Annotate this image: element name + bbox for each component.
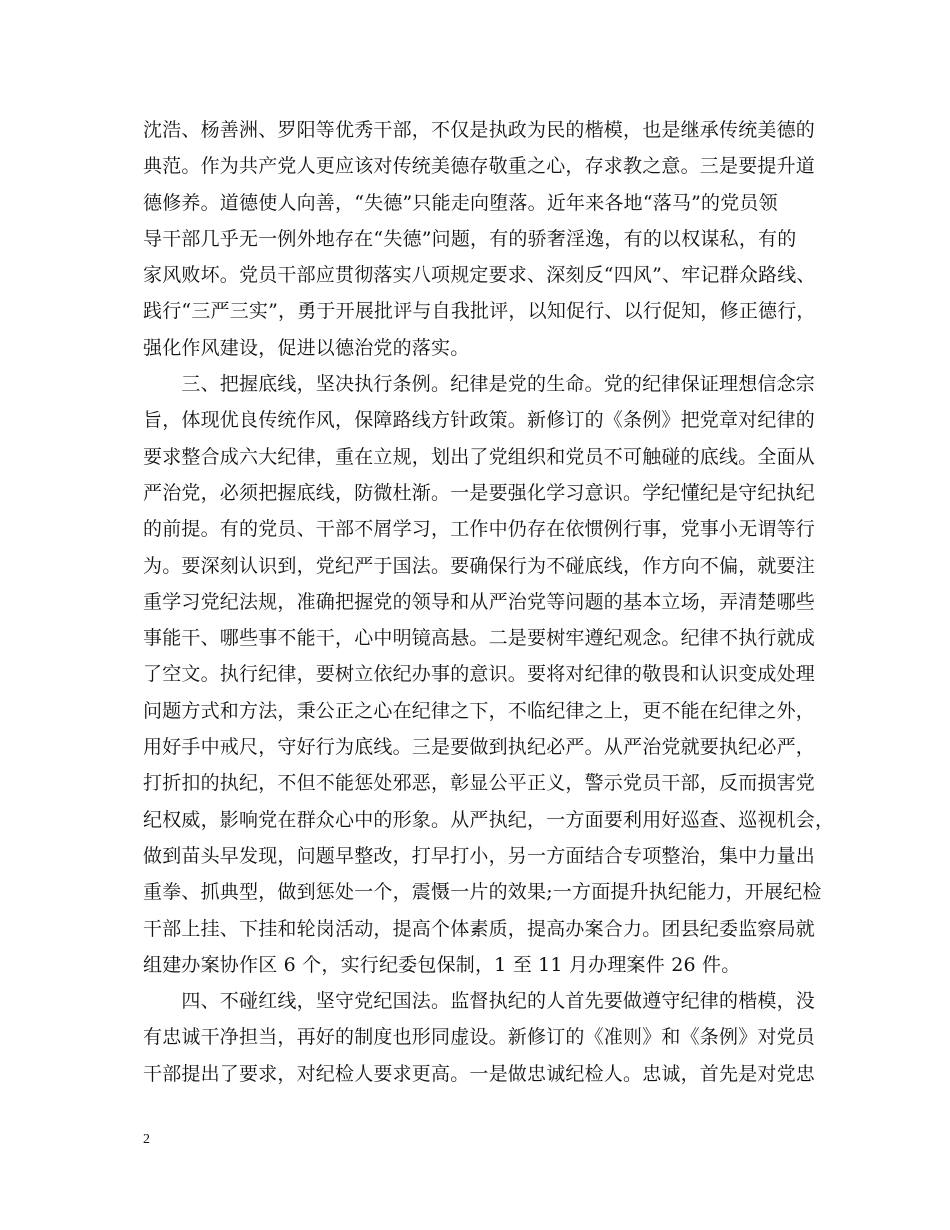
text-line: 做到苗头早发现，问题早整改，打早打小，另一方面结合专项整治，集中力量出 bbox=[143, 844, 816, 867]
text-line: 四、不碰红线，坚守党纪国法。监督执纪的人首先要做遵守纪律的楷模，没 bbox=[143, 990, 816, 1013]
text-line: 组建办案协作区 6 个，实行纪委包保制，1 至 11 月办理案件 26 件。 bbox=[143, 953, 741, 976]
page-number: 2 bbox=[143, 1132, 150, 1147]
text-line: 三、把握底线，坚决执行条例。纪律是党的生命。党的纪律保证理想信念宗 bbox=[143, 373, 816, 396]
text-line: 沈浩、杨善洲、罗阳等优秀干部，不仅是执政为民的楷模，也是继承传统美德的 bbox=[143, 119, 816, 141]
text-line: 家风败坏。党员干部应贯彻落实八项规定要求、深刻反“四风”、牢记群众路线、 bbox=[143, 264, 816, 287]
text-line: 践行“三严三实”，勇于开展批评与自我批评，以知促行、以行促知，修正德行， bbox=[143, 300, 816, 323]
text-line: 严治党，必须把握底线，防微杜渐。一是要强化学习意识。学纪懂纪是守纪执纪 bbox=[143, 481, 816, 504]
text-line: 导干部几乎无一例外地存在“失德”问题，有的骄奢淫逸，有的以权谋私，有的 bbox=[143, 227, 797, 250]
text-line: 有忠诚干净担当，再好的制度也形同虚设。新修订的《准则》和《条例》对党员 bbox=[143, 1026, 816, 1049]
text-line: 事能干、哪些事不能干，心中明镜高悬。二是要树牢遵纪观念。纪律不执行就成 bbox=[143, 627, 816, 650]
text-line: 强化作风建设，促进以德治党的落实。 bbox=[143, 336, 470, 359]
text-line: 重拳、抓典型，做到惩处一个，震慑一片的效果;一方面提升执纪能力，开展纪检 bbox=[143, 881, 822, 904]
text-line: 重学习党纪法规，准确把握党的领导和从严治党等问题的基本立场，弄清楚哪些 bbox=[143, 590, 816, 613]
text-line: 打折扣的执纪，不但不能惩处邪恶，彰显公平正义，警示党员干部，反而损害党 bbox=[143, 772, 816, 795]
text-line: 干部上挂、下挂和轮岗活动，提高个体素质，提高办案合力。团县纪委监察局就 bbox=[143, 917, 816, 940]
text-line: 纪权威，影响党在群众心中的形象。从严执纪，一方面要利用好巡查、巡视机会， bbox=[143, 808, 835, 831]
text-line: 问题方式和方法，秉公正之心在纪律之下，不临纪律之上，更不能在纪律之外， bbox=[143, 699, 816, 722]
text-line: 了空文。执行纪律，要树立依纪办事的意识。要将对纪律的敬畏和认识变成处理 bbox=[143, 663, 816, 686]
text-line: 用好手中戒尺，守好行为底线。三是要做到执纪必严。从严治党就要执纪必严， bbox=[143, 736, 816, 759]
text-line: 要求整合成六大纪律，重在立规，划出了党组织和党员不可触碰的底线。全面从 bbox=[143, 445, 816, 468]
text-line: 德修养。道德使人向善，“失德”只能走向堕落。近年来各地“落马”的党员领 bbox=[143, 191, 778, 214]
text-line: 为。要深刻认识到，党纪严于国法。要确保行为不碰底线，作方向不偏，就要注 bbox=[143, 554, 816, 577]
text-line: 的前提。有的党员、干部不屑学习，工作中仍存在依惯例行事，党事小无谓等行 bbox=[143, 518, 816, 541]
text-line: 旨，体现优良传统作风，保障路线方针政策。新修订的《条例》把党章对纪律的 bbox=[143, 409, 816, 432]
body-text bbox=[143, 112, 843, 1092]
text-line: 典范。作为共产党人更应该对传统美德存敬重之心，存求教之意。三是要提升道 bbox=[143, 155, 816, 178]
text-line: 干部提出了要求，对纪检人要求更高。一是做忠诚纪检人。忠诚，首先是对党忠 bbox=[143, 1062, 816, 1085]
